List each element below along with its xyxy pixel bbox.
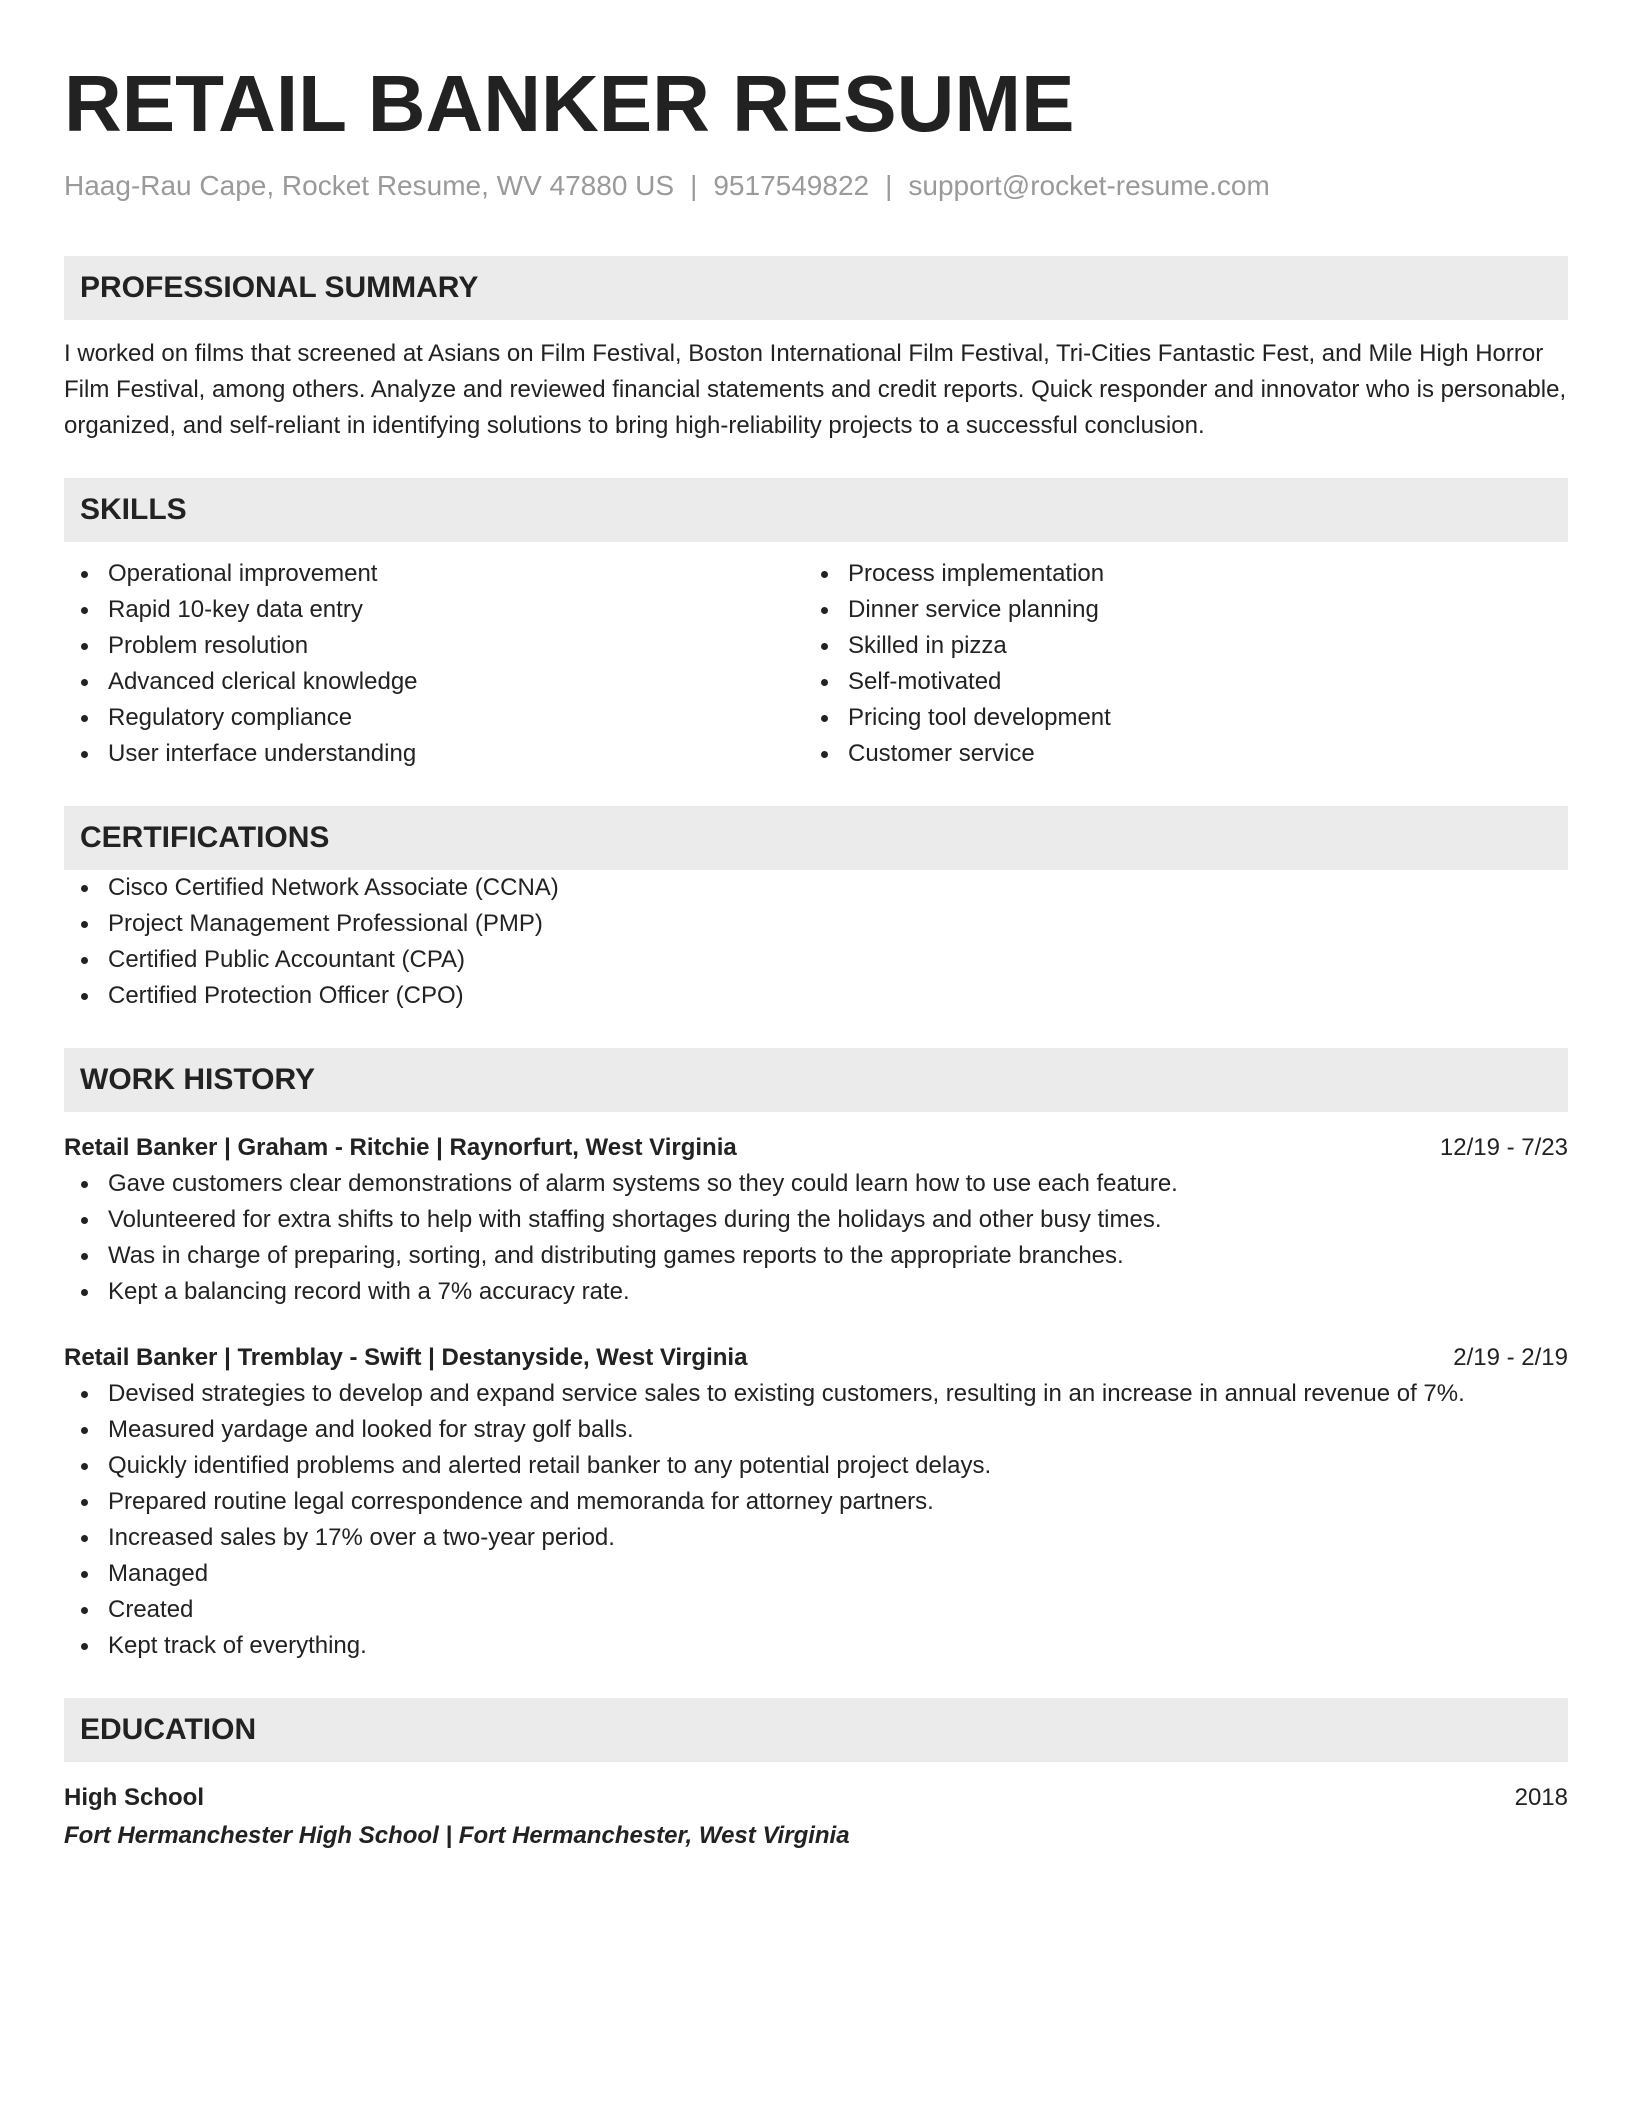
contact-line [64, 168, 1568, 204]
job-dates: 12/19 - 7/23 [1439, 1134, 1568, 1161]
job-title: Retail Banker | Tremblay - Swift | Destanyside, West Virginia [64, 1344, 748, 1371]
skill-item: Self-motivated [804, 664, 1544, 700]
section-heading-summary: PROFESSIONAL SUMMARY [64, 256, 1568, 320]
skill-item: Process implementation [804, 556, 1544, 592]
certifications-list [64, 870, 1568, 1014]
job-bullet: Prepared routine legal correspondence and memoranda for attorney partners. [64, 1484, 1568, 1520]
job-bullets [64, 1376, 1568, 1664]
job-bullet: Created [64, 1592, 1568, 1628]
skills-right-list [804, 556, 1544, 772]
job-bullet: Kept a balancing record with a 7% accuracy rate. [64, 1274, 1568, 1310]
skill-item: Skilled in pizza [804, 628, 1544, 664]
contact-separator: | [885, 170, 893, 201]
job-header [64, 1340, 1568, 1376]
job-bullet: Kept track of everything. [64, 1628, 1568, 1664]
education-school: Fort Hermanchester High School | Fort Hermanchester, West Virginia [64, 1822, 850, 1849]
education-degree: High School [64, 1784, 204, 1811]
certification-item: Certified Protection Officer (CPO) [64, 978, 1568, 1014]
education-year: 2018 [1514, 1784, 1568, 1811]
job-header [64, 1130, 1568, 1166]
job-title: Retail Banker | Graham - Ritchie | Raynorfurt, West Virginia [64, 1134, 737, 1161]
skill-item: Operational improvement [64, 556, 804, 592]
education-header [64, 1780, 1568, 1816]
certification-item: Certified Public Accountant (CPA) [64, 942, 1568, 978]
contact-phone: 9517549822 [713, 170, 870, 201]
skill-item: Dinner service planning [804, 592, 1544, 628]
skill-item: Regulatory compliance [64, 700, 804, 736]
job-bullet: Devised strategies to develop and expand service sales to existing customers, resulting in an increase in annual revenue of 7%. [64, 1376, 1568, 1412]
job-bullet: Quickly identified problems and alerted retail banker to any potential project delays. [64, 1448, 1568, 1484]
skill-item: Advanced clerical knowledge [64, 664, 804, 700]
section-heading-skills: SKILLS [64, 478, 1568, 542]
summary-text: I worked on films that screened at Asians on Film Festival, Boston International Film Festival, Tri-Cities Fantastic Fest, and Mile High Horror Film Festival, among others. Analyze and reviewed financial statements and credit reports. Quick responder and innovator who is personable, organized, and self-reliant in identifying solutions to bring high-reliability projects to a successful conclusion. [64, 340, 1567, 439]
skill-item: Problem resolution [64, 628, 804, 664]
skill-item: Pricing tool development [804, 700, 1544, 736]
job-bullet: Increased sales by 17% over a two-year period. [64, 1520, 1568, 1556]
job-dates: 2/19 - 2/19 [1453, 1344, 1568, 1371]
certification-item: Project Management Professional (PMP) [64, 906, 1568, 942]
certification-item: Cisco Certified Network Associate (CCNA) [64, 870, 1568, 906]
skills-grid [64, 556, 1568, 772]
skills-left-list [64, 556, 804, 772]
section-heading-certifications: CERTIFICATIONS [64, 806, 1568, 870]
section-heading-education: EDUCATION [64, 1698, 1568, 1762]
contact-separator: | [690, 170, 698, 201]
skill-item: Customer service [804, 736, 1544, 772]
job-bullet: Was in charge of preparing, sorting, and distributing games reports to the appropriate branches. [64, 1238, 1568, 1274]
section-heading-work-history: WORK HISTORY [64, 1048, 1568, 1112]
job-bullets [64, 1166, 1568, 1310]
job-bullet: Gave customers clear demonstrations of alarm systems so they could learn how to use each feature. [64, 1166, 1568, 1202]
contact-email: support@rocket-resume.com [908, 170, 1270, 201]
job-bullet: Measured yardage and looked for stray golf balls. [64, 1412, 1568, 1448]
resume-title: RETAIL BANKER RESUME [64, 59, 1075, 148]
contact-address: Haag-Rau Cape, Rocket Resume, WV 47880 US [64, 170, 675, 201]
skill-item: User interface understanding [64, 736, 804, 772]
skill-item: Rapid 10-key data entry [64, 592, 804, 628]
job-bullet: Managed [64, 1556, 1568, 1592]
job-bullet: Volunteered for extra shifts to help with staffing shortages during the holidays and other busy times. [64, 1202, 1568, 1238]
